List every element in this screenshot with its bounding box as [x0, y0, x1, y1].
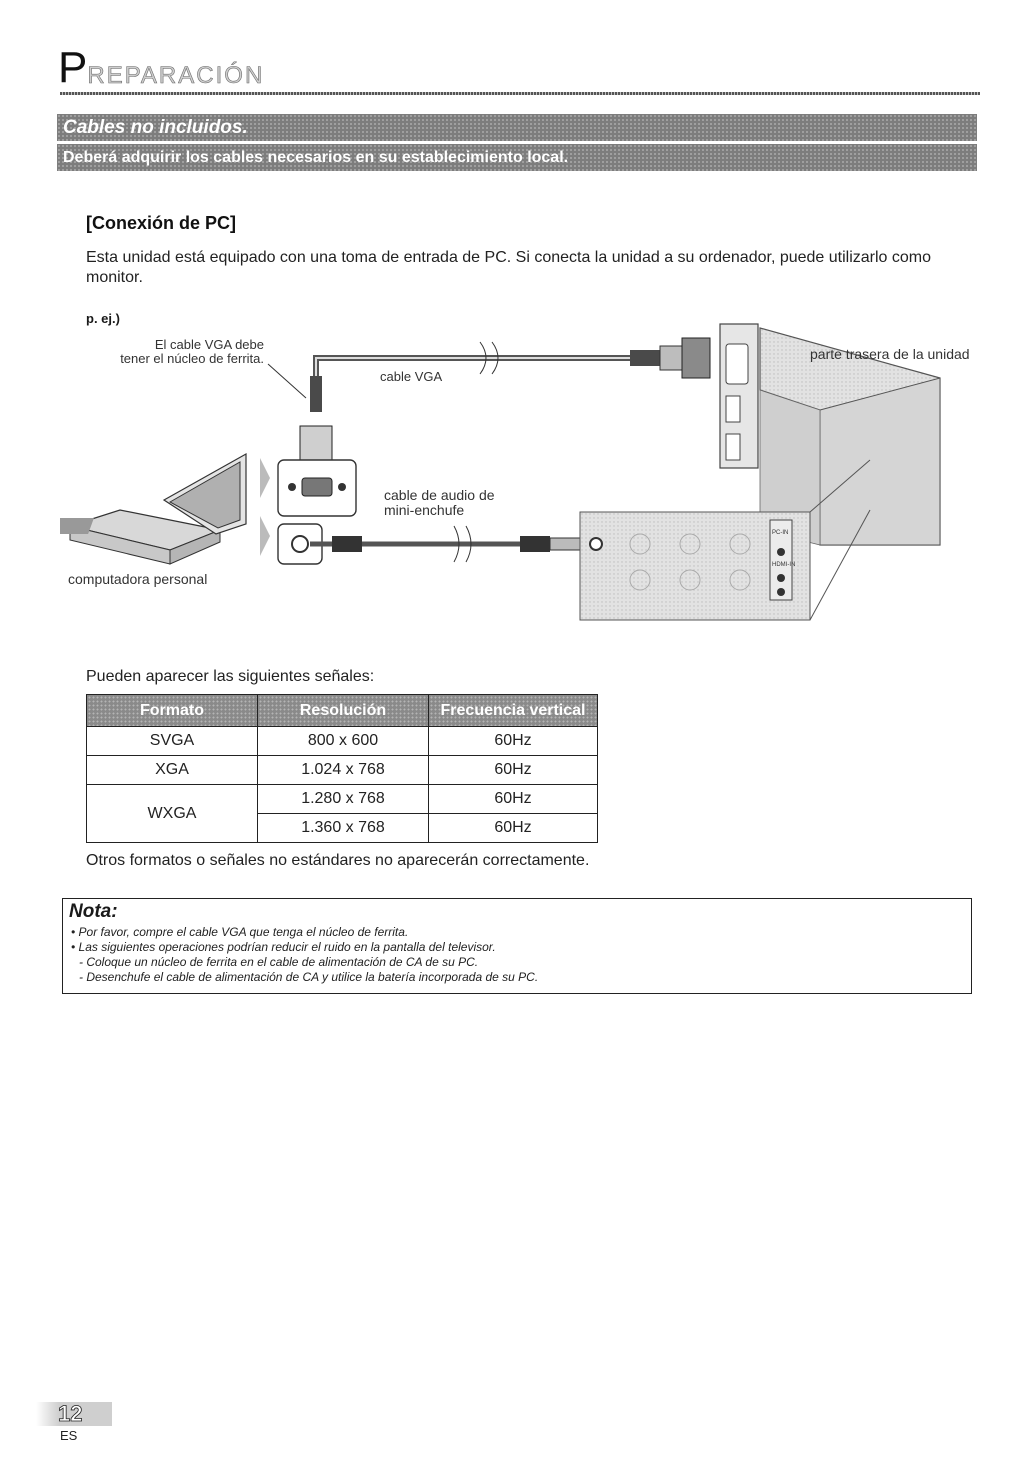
table-row: [87, 785, 598, 814]
note-box: [62, 898, 972, 994]
page-title-initial: P: [58, 43, 88, 92]
page-title-rest: REPARACIÓN: [87, 62, 265, 89]
signals-intro: Pueden aparecer las siguientes señales:: [86, 668, 375, 685]
page-number: 12: [36, 1402, 112, 1426]
cell-resolution: 800 x 600: [258, 727, 429, 756]
laptop-icon: [60, 454, 246, 564]
header-format: Formato: [87, 695, 258, 727]
intro-paragraph: Esta unidad está equipado con una toma de entrada de PC. Si conecta la unidad a su ordenador, puede utilizarlo como monitor.: [86, 249, 932, 286]
cell-frequency: 60Hz: [429, 785, 598, 814]
audio-cable: [310, 526, 590, 562]
cables-not-included-band: Cables no incluidos.: [57, 114, 977, 141]
note-item: - Desenchufe el cable de alimentación de CA y utilice la batería incorporada de su PC.: [79, 970, 539, 984]
cell-resolution: 1.360 x 768: [258, 814, 429, 843]
rear-unit-label: parte trasera de la unidad: [810, 346, 970, 362]
formats-note: Otros formatos o señales no estándares no aparecerán correctamente.: [86, 852, 590, 869]
vga-ferrite-note: El cable VGA debe tener el núcleo de ferrita.: [120, 337, 264, 366]
note-item: • Las siguientes operaciones podrían reducir el ruido en la pantalla del televisor.: [71, 940, 496, 954]
language-code: ES: [60, 1428, 78, 1443]
cell-frequency: 60Hz: [429, 756, 598, 785]
port-pc-in-label: PC-IN: [772, 530, 789, 536]
cell-format: XGA: [87, 756, 258, 785]
table-header-row: [87, 695, 598, 727]
audio-cable-label: cable de audio de mini-enchufe: [384, 487, 495, 518]
title-rule: [60, 92, 980, 95]
example-label: p. ej.): [86, 311, 120, 326]
table-row: [87, 727, 598, 756]
table-row: [87, 756, 598, 785]
pc-label: computadora personal: [68, 571, 208, 587]
cell-frequency: 60Hz: [429, 727, 598, 756]
cell-frequency: 60Hz: [429, 814, 598, 843]
note-item: - Coloque un núcleo de ferrita en el cable de alimentación de CA de su PC.: [79, 955, 479, 969]
vga-cable-label: cable VGA: [380, 369, 443, 384]
cell-format: WXGA: [87, 785, 258, 843]
port-hdmi-label: HDMI-IN: [772, 562, 796, 568]
header-frequency: Frecuencia vertical: [429, 695, 598, 727]
cell-resolution: 1.280 x 768: [258, 785, 429, 814]
cell-format: SVGA: [87, 727, 258, 756]
page-title: [58, 43, 980, 94]
tv-input-panel: [580, 512, 810, 620]
note-item: • Por favor, compre el cable VGA que tenga el núcleo de ferrita.: [71, 925, 409, 939]
cell-resolution: 1.024 x 768: [258, 756, 429, 785]
note-list: [71, 925, 961, 985]
section-heading: [Conexión de PC]: [86, 213, 237, 233]
vga-port-panel: [720, 324, 758, 468]
header-resolution: Resolución: [258, 695, 429, 727]
purchase-cables-band: Deberá adquirir los cables necesarios en su establecimiento local.: [57, 144, 977, 171]
signal-formats-table: [86, 694, 598, 843]
note-title: Nota:: [69, 901, 118, 922]
